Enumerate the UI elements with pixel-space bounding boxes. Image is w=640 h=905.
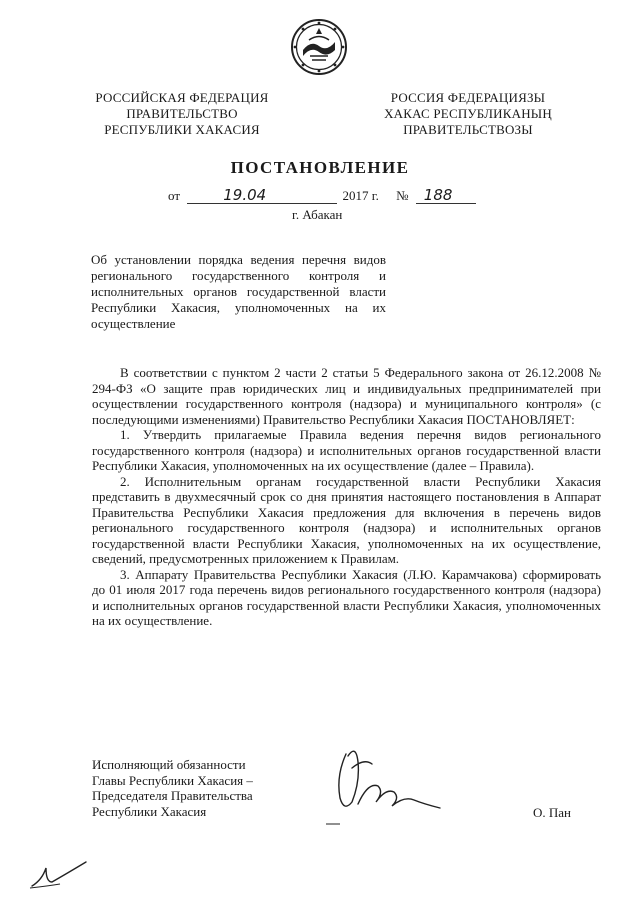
header-right-line: РОССИЯ ФЕДЕРАЦИЯЗЫ	[390, 90, 546, 105]
body-paragraph: 2. Исполнительным органам государственной власти Республики Хакасия представить в двухмесячный срок со дня принятия настоящего постановления в Аппарат Правительства Республики Хакасия предложения для включения в перечень видов регионального государственного контроля (надзора) и исполнительных органов государственной власти Республики Хакасия, уполномоченных на их осуществление, сведений, предусмотренных приложением к Правилам.	[92, 473, 601, 566]
header-right-line: ХАКАС РЕСПУБЛИКАНЫҢ	[384, 106, 552, 121]
document-subject: Об установлении порядка ведения перечня видов регионального государственного контроля и исполнительных органов государственной власти Республики Хакасия, уполномоченных на их осуществление	[91, 252, 386, 331]
header-left	[82, 90, 282, 138]
document-body	[92, 365, 601, 629]
header-right	[368, 90, 568, 138]
body-paragraph: В соответствии с пунктом 2 части 2 статьи 5 Федерального закона от 26.12.2008 № 294-ФЗ «О защите прав юридических лиц и индивидуальных предпринимателей при осуществлении государственного контроля (надзора) и муниципального контроля» (с последующими изменениями) Правительство Республики Хакасия ПОСТАНОВЛЯЕТ:	[92, 365, 601, 427]
number-handwritten: 188	[423, 186, 453, 204]
signatory-position-line: Республики Хакасия	[92, 803, 207, 819]
number-sign: №	[396, 188, 409, 203]
date-handwritten: 19.04	[223, 186, 267, 204]
number-field	[416, 186, 476, 204]
signatory-name: О. Пан	[533, 805, 572, 820]
date-number-line	[168, 188, 476, 204]
date-year: 2017 г.	[342, 188, 379, 203]
date-prefix: от	[168, 188, 181, 203]
city: г. Абакан	[292, 207, 343, 222]
header-right-line: ПРАВИТЕЛЬСТВОЗЫ	[403, 122, 533, 137]
body-paragraph: 1. Утвердить прилагаемые Правила ведения перечня видов регионального государственного контроля (надзора) и исполнительных органов государственной власти Республики Хакасия, уполномоченных на их осуществление (далее – Правила).	[92, 427, 601, 473]
signatory-position-line: Главы Республики Хакасия –	[92, 772, 253, 788]
handwritten-signature	[318, 742, 468, 834]
coat-of-arms-icon	[290, 18, 348, 76]
signatory-position-line: Исполняющий обязанности	[92, 757, 246, 772]
signatory-position	[92, 757, 253, 819]
document-title: ПОСТАНОВЛЕНИЕ	[230, 158, 410, 177]
handwritten-initial-mark	[28, 858, 90, 892]
header-left-line: ПРАВИТЕЛЬСТВО	[126, 106, 238, 121]
signatory-position-line: Председателя Правительства	[92, 788, 253, 803]
header-left-line: РЕСПУБЛИКИ ХАКАСИЯ	[104, 122, 260, 137]
header-left-line: РОССИЙСКАЯ ФЕДЕРАЦИЯ	[95, 90, 269, 105]
date-field	[187, 186, 337, 204]
body-paragraph: 3. Аппарату Правительства Республики Хакасия (Л.Ю. Карамчакова) сформировать до 01 июля 2017 года перечень видов регионального государственного контроля (надзора) и исполнительных органов государственной власти Республики Хакасия, уполномоченных на их осуществление.	[92, 566, 601, 628]
